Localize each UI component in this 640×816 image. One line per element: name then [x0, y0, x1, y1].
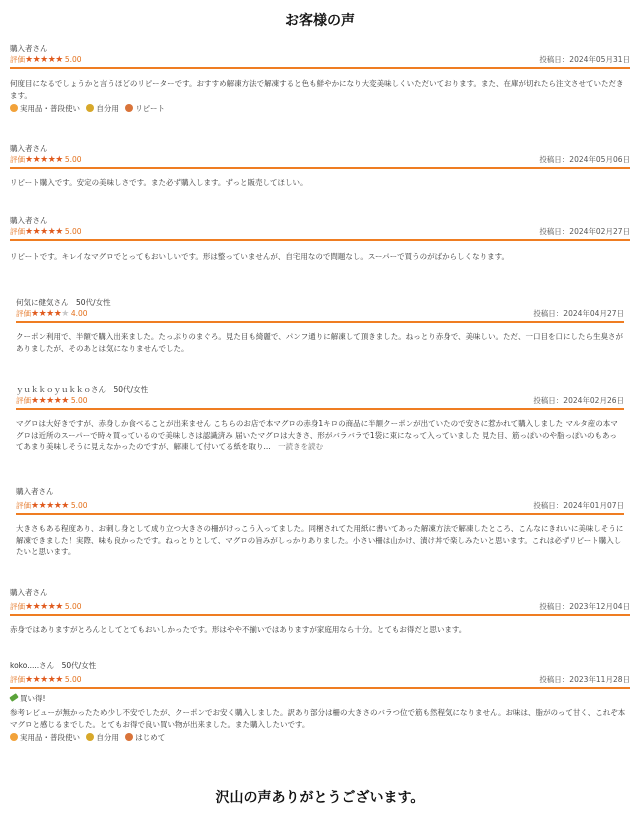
review-card — [10, 588, 630, 636]
review-card — [10, 144, 630, 189]
review-body: リピート購入です。安定の美味しさです。また必ず購入します。ずっと販売してほしい。 — [10, 178, 308, 187]
rating-score: 5.00 — [64, 55, 82, 64]
divider — [16, 513, 624, 515]
rating-score: 5.00 — [64, 227, 82, 236]
review-card — [16, 487, 624, 558]
reviewer-name: 購入者さん — [10, 44, 48, 53]
review-body: リピートです。キレイなマグロでとってもおいしいです。形は整っていませんが、自宅用なので問題なし。スーパーで買うのがばからしくなります。 — [10, 252, 510, 261]
rating-row — [10, 674, 630, 686]
rating-score: 5.00 — [64, 675, 82, 684]
tag-label: 自分用 — [96, 733, 119, 742]
rating-label: 評価 — [10, 155, 25, 164]
divider — [16, 408, 624, 410]
divider — [10, 67, 630, 69]
divider — [10, 167, 630, 169]
rating-label: 評価 — [10, 602, 25, 611]
reviewer-name: ｙｕｋｋｏｙｕｋｋｏさん 50代/女性 — [16, 385, 149, 394]
star-rating-icon: ★★★★★ — [25, 602, 63, 612]
post-date: 投稿日：2023年12月04日 — [539, 602, 630, 611]
post-date: 投稿日：2023年11月28日 — [539, 675, 630, 684]
review-card — [16, 298, 624, 354]
self-use-tag-icon — [86, 733, 94, 741]
star-rating-icon: ★★★★★ — [25, 675, 63, 685]
first-time-tag-icon — [125, 733, 133, 741]
review-body: 赤身ではありますがとろんとしてとてもおいしかったです。形はやや不揃いではありますが家庭用なら十分。とてもお得だと思います。 — [10, 625, 467, 634]
review-body: 参考レビューが無かったため少し不安でしたが、クーポンでお安く購入しました。訳あり部分は柵の大きさのバラつ位で筋も然程気になりません。お味は、脂がのって甘く、これぞ本マグロと感じるまでした。とてもお得で良い買い物が出来ました。また購入したいです。 — [10, 708, 626, 729]
reviewer-name: 何気に健気さん 50代/女性 — [16, 298, 111, 307]
rating-row — [10, 154, 630, 166]
reviewer-name: koko.....さん 50代/女性 — [10, 661, 97, 670]
pencil-icon — [9, 693, 18, 702]
reviewer-name: 購入者さん — [10, 216, 48, 225]
rating-row — [10, 226, 630, 238]
star-rating-icon: ★★★★★ — [31, 309, 69, 319]
review-body: 大きさもある程度あり、お刺し身として成り立つ大きさの柵がけっこう入ってました。同梱されてた用紙に書いてあった解凍方法で解凍したところ、こんなにきれいに美味しそうに解凍できました！実際、味も良かったです。ねっとりとして、マグロの旨みがしっかりありました。小さい柵は山かけ、漬け丼で楽しみたいと思います。これは必ずリピート購入したいと思います。 — [16, 524, 624, 556]
rating-score: 5.00 — [70, 396, 88, 405]
rating-label: 評価 — [16, 396, 31, 405]
star-rating-icon: ★★★★★ — [31, 396, 69, 406]
star-rating-icon: ★★★★★ — [25, 155, 63, 165]
review-card — [10, 216, 630, 263]
divider — [10, 687, 630, 689]
review-body: クーポン利用で、半額で購入出来ました。たっぷりのまぐろ。見た目も綺麗で、パンフ通りに解凍して頂きました。ねっとり赤身で、美味しい。ただ、一口目を口にしたら生臭さがありましたが、そのあとは気になりませんでした。 — [16, 332, 624, 353]
divider — [10, 614, 630, 616]
rating-row — [10, 601, 630, 613]
review-card — [10, 44, 630, 114]
rating-score: 5.00 — [64, 155, 82, 164]
self-use-tag-icon — [86, 104, 94, 112]
page-title: お客様の声 — [285, 13, 355, 29]
tag-label: はじめて — [135, 733, 166, 742]
reviewer-name: 購入者さん — [10, 588, 48, 597]
post-date: 投稿日：2024年02月26日 — [533, 396, 624, 405]
tag-label: 実用品・普段使い — [20, 733, 80, 742]
rating-label: 評価 — [10, 675, 25, 684]
repeat-tag-icon — [125, 104, 133, 112]
rating-score: 4.00 — [70, 309, 88, 318]
headline-text: 買い得! — [20, 694, 46, 703]
review-tags — [10, 104, 630, 114]
review-card — [10, 661, 630, 743]
review-headline — [10, 694, 630, 704]
rating-row — [16, 308, 624, 320]
tag-label: リピート — [135, 104, 165, 113]
tag-label: 自分用 — [96, 104, 119, 113]
rating-score: 5.00 — [70, 501, 88, 510]
rating-score: 5.00 — [64, 602, 82, 611]
rating-label: 評価 — [16, 309, 31, 318]
rating-label: 評価 — [16, 501, 31, 510]
divider — [16, 321, 624, 323]
post-date: 投稿日：2024年05月31日 — [539, 55, 630, 64]
star-rating-icon: ★★★★★ — [25, 55, 63, 65]
tag-label: 実用品・普段使い — [20, 104, 80, 113]
rating-row — [16, 500, 624, 512]
star-rating-icon: ★★★★★ — [25, 227, 63, 237]
rating-row — [16, 395, 624, 407]
post-date: 投稿日：2024年05月06日 — [539, 155, 630, 164]
review-tags — [10, 733, 630, 743]
footer-message: 沢山の声ありがとうございます。 — [215, 790, 425, 806]
reviewer-name: 購入者さん — [16, 487, 54, 496]
usage-tag-icon — [10, 104, 18, 112]
rating-label: 評価 — [10, 55, 25, 64]
post-date: 投稿日：2024年02月27日 — [539, 227, 630, 236]
usage-tag-icon — [10, 733, 18, 741]
reviewer-name: 購入者さん — [10, 144, 48, 153]
review-card — [16, 385, 624, 453]
star-rating-icon: ★★★★★ — [31, 501, 69, 511]
read-more-link[interactable]: 一読きを読む — [278, 442, 324, 451]
post-date: 投稿日：2024年04月27日 — [533, 309, 624, 318]
divider — [10, 239, 630, 241]
review-text: マグロは大好きですが、赤身しか食べることが出来ません こちらのお店で本マグロの赤身1キロの商品に半額クーポンが出ていたので安さに惹かれて購入しました マルタ産の本マグロは近所のスーパーで時々買っているので美味しさは認識済み 届いたマグロは大きさ、形がバラバラで1袋に束になって入っていました 見た目、筋っぽいのや脂っぽいのもあってあまり美味しそうに見えなかったのですが、解凍して付いてる紙を取り... — [16, 419, 618, 451]
rating-label: 評価 — [10, 227, 25, 236]
post-date: 投稿日：2024年01月07日 — [533, 501, 624, 510]
rating-row — [10, 54, 630, 66]
review-body: 何度目になるでしょうかと言うほどのリピーターです。おすすめ解凍方法で解凍すると色も鮮やかになり大変美味しくいただいております。また、在庫が切れたら注文させていただきます。 — [10, 79, 624, 100]
review-body — [16, 418, 624, 453]
